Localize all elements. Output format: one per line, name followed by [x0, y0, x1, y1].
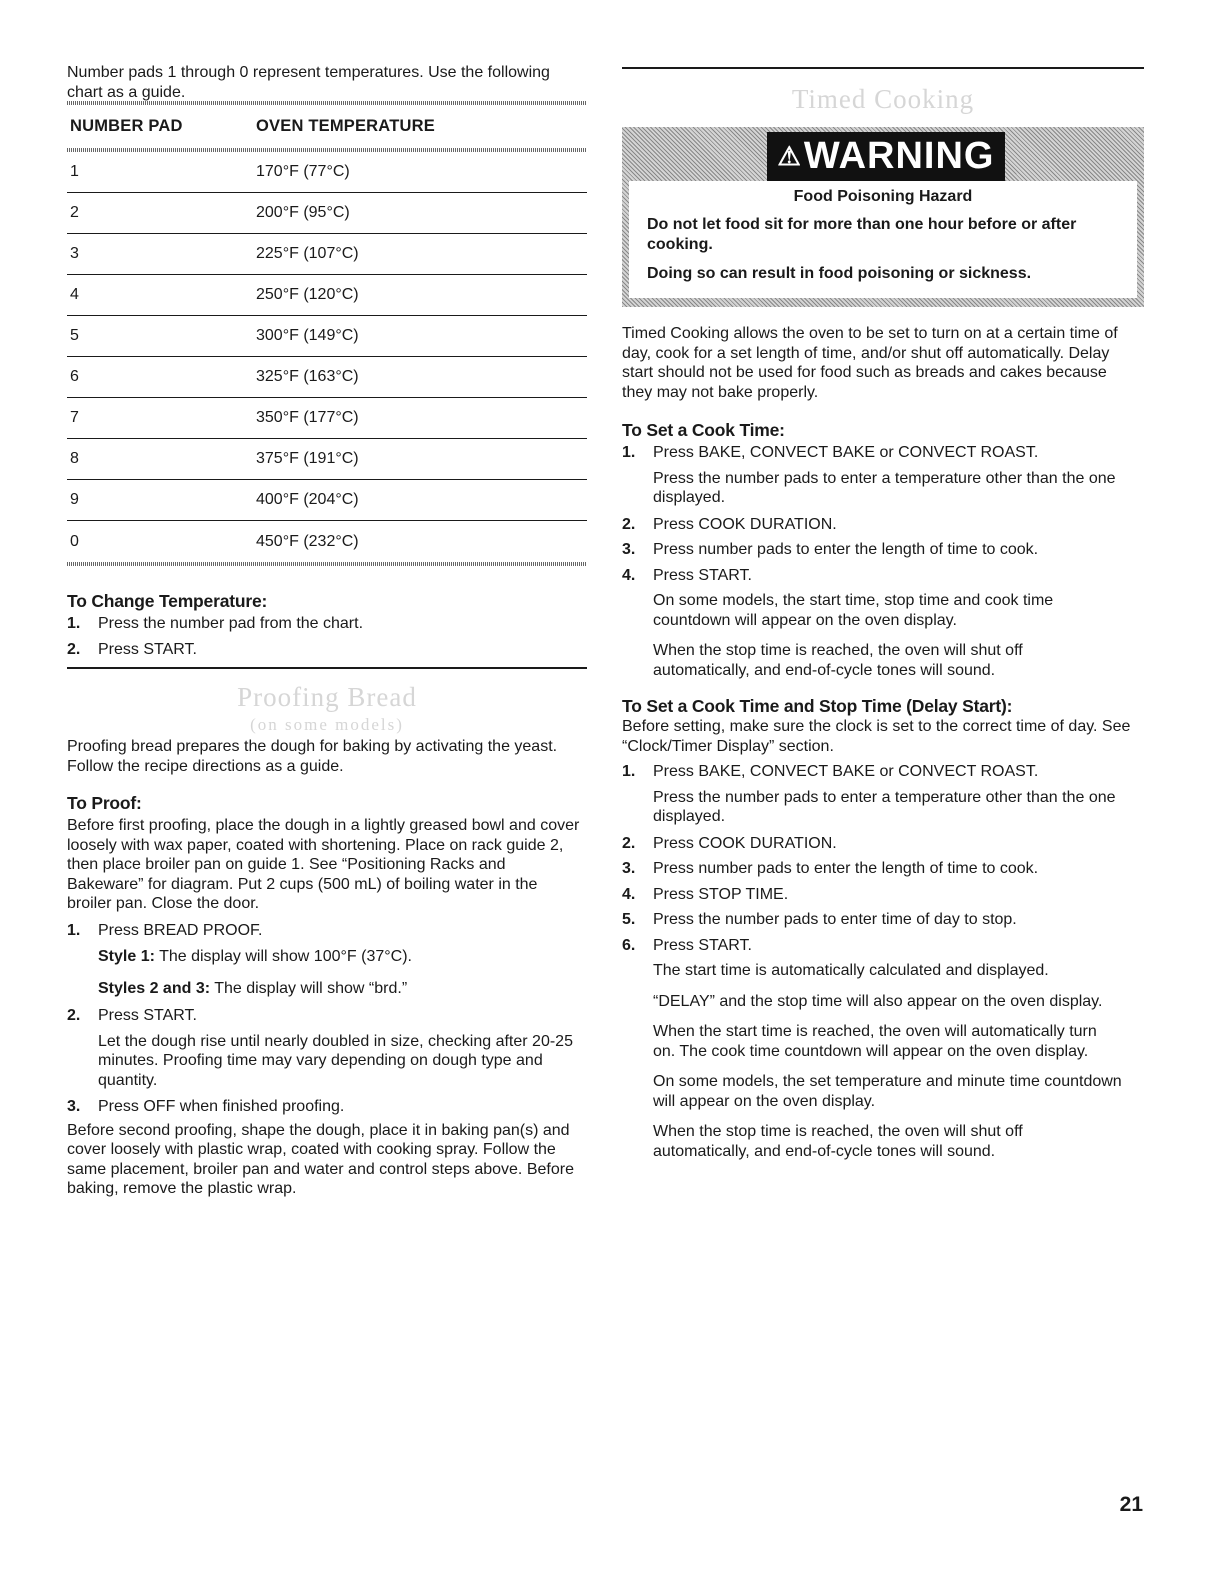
number-pad-cell: 6 [70, 368, 79, 385]
step-text: Press COOK DURATION. [653, 515, 837, 533]
number-pad-cell: 3 [70, 245, 79, 262]
table-bottom-rule [67, 562, 587, 566]
step-number: 4. [622, 885, 636, 903]
step-number: 3. [622, 860, 636, 877]
temperature-intro: Number pads 1 through 0 represent temperatures. Use the following chart as a guide. [67, 64, 550, 101]
number-pad-cell: 8 [70, 450, 79, 467]
delay-step-1-note: Press the number pads to enter a temperature other than the one displayed. [653, 788, 1116, 825]
table-header [67, 105, 587, 148]
hazard-title: Food Poisoning Hazard [793, 188, 973, 205]
table-body [67, 152, 587, 562]
page-number: 21 [1119, 1493, 1143, 1516]
step-number: 5. [622, 911, 636, 928]
table-row [67, 439, 587, 480]
table-row [67, 275, 587, 316]
change-temperature-section [67, 590, 587, 659]
temperature-cell: 300°F (149°C) [256, 327, 359, 344]
warning-box [622, 127, 1144, 307]
warning-banner [767, 132, 1005, 181]
proofing-intro: Proofing bread prepares the dough for baking by activating the yeast. Follow the recipe directions as a guide. [67, 738, 558, 775]
step-number: 3. [622, 541, 636, 558]
proof-step-1 [67, 921, 587, 941]
temperature-table [67, 101, 587, 566]
step-number: 2. [67, 640, 81, 658]
delay-step-6 [622, 936, 1144, 956]
style-1-text: The display will show 100°F (37°C). [154, 948, 412, 965]
styles-2-3-note [67, 979, 587, 999]
change-temp-step-1 [67, 614, 587, 634]
step-number: 2. [622, 515, 636, 533]
step-number: 6. [622, 936, 636, 954]
temperature-cell: 170°F (77°C) [256, 163, 350, 180]
set-cook-time-heading: To Set a Cook Time: [622, 420, 785, 440]
change-temp-step-2 [67, 640, 587, 660]
style-1-label: Style 1: [98, 948, 155, 965]
delay-step-5 [622, 910, 1144, 930]
table-row [67, 480, 587, 521]
delay-note-2: “DELAY” and the stop time will also appear on the oven display. [653, 992, 1103, 1010]
warning-banner-label: WARNING [803, 135, 995, 177]
step-number: 1. [67, 921, 81, 939]
temperature-cell: 200°F (95°C) [256, 204, 350, 221]
step-text: Press START. [98, 640, 197, 658]
cook-time-step-2 [622, 515, 1144, 535]
cook-time-step-4-note-2: When the stop time is reached, the oven will shut off automatically, and end-of-cycle tones will sound. [653, 642, 1023, 679]
delay-start-heading: To Set a Cook Time and Stop Time (Delay Start): [622, 696, 1013, 716]
temperature-cell: 325°F (163°C) [256, 368, 359, 385]
proof-step-2-note: Let the dough rise until nearly doubled in size, checking after 20-25 minutes. Proofing time may vary depending on dough type and quantity. [98, 1032, 573, 1089]
header-number-pad: NUMBER PAD [70, 117, 183, 135]
delay-note-3: When the start time is reached, the oven will automatically turn on. The cook time countdown will appear on the oven display. [653, 1023, 1097, 1060]
temperature-cell: 400°F (204°C) [256, 491, 359, 508]
delay-step-4 [622, 885, 1144, 905]
step-text: Press BAKE, CONVECT BAKE or CONVECT ROAST. [653, 444, 1039, 461]
step-text: Press number pads to enter the length of time to cook. [653, 860, 1039, 877]
proof-step-3 [67, 1097, 587, 1117]
cook-time-step-1 [622, 443, 1144, 463]
timed-cooking-intro: Timed Cooking allows the oven to be set to turn on at a certain time of day, cook for a set length of time, and/or shut off automatically. Delay start should not be used for food such as breads and cakes because they may not bake properly. [622, 325, 1118, 401]
cook-time-step-1-note: Press the number pads to enter a temperature other than the one displayed. [653, 469, 1116, 506]
cook-time-step-3 [622, 540, 1144, 560]
cook-time-step-4 [622, 566, 1144, 586]
header-oven-temperature: OVEN TEMPERATURE [256, 117, 435, 135]
step-number: 4. [622, 566, 636, 584]
step-number: 1. [622, 763, 636, 780]
delay-step-1 [622, 762, 1144, 782]
styles-2-3-label: Styles 2 and 3: [98, 979, 211, 997]
delay-note-5: When the stop time is reached, the oven will shut off automatically, and end-of-cycle tones will sound. [653, 1123, 1023, 1160]
delay-start-intro: Before setting, make sure the clock is set to the correct time of day. See “Clock/Timer Display” section. [622, 718, 1131, 755]
number-pad-cell: 1 [70, 163, 79, 180]
table-row [67, 316, 587, 357]
number-pad-cell: 4 [70, 286, 79, 303]
step-text: Press START. [653, 936, 752, 954]
delay-step-2 [622, 834, 1144, 854]
before-second-proofing: Before second proofing, shape the dough, place it in baking pan(s) and cover loosely with plastic wrap, coated with cooking spray. Follow the same placement, broiler pan and water and control steps above. Before baking, remove the plastic wrap. [67, 1121, 574, 1197]
step-text: Press START. [98, 1007, 197, 1024]
step-text: Press COOK DURATION. [653, 834, 837, 852]
warning-triangle-icon: ⚠ [777, 141, 802, 171]
step-number: 2. [622, 834, 636, 852]
before-first-proofing: Before first proofing, place the dough in a lightly greased bowl and cover loosely with wax paper, coated with shortening. Place on rack guide 2, then place broiler pan on guide 1. See “Positioning Racks and Bakeware” for diagram. Put 2 cups (500 mL) of boiling water in the broiler pan. Close the door. [67, 817, 580, 912]
delay-step-3 [622, 859, 1144, 879]
step-text: Press the number pads to enter time of day to stop. [653, 911, 1017, 928]
temperature-cell: 350°F (177°C) [256, 409, 359, 426]
delay-note-4: On some models, the set temperature and minute time countdown will appear on the oven display. [653, 1073, 1122, 1110]
step-text: Press START. [653, 566, 752, 584]
temperature-cell: 375°F (191°C) [256, 450, 359, 467]
timed-cooking-title: Timed Cooking [791, 84, 975, 114]
delay-note-1: The start time is automatically calculated and displayed. [653, 962, 1049, 979]
section-divider [67, 667, 587, 669]
table-row [67, 521, 587, 562]
step-number: 2. [67, 1007, 81, 1024]
warning-message [629, 181, 1137, 298]
number-pad-cell: 0 [70, 532, 79, 550]
section-divider [622, 67, 1144, 69]
timed-cooking-content [622, 324, 1144, 1161]
change-temperature-heading: To Change Temperature: [67, 591, 268, 611]
warning-line-1: Do not let food sit for more than one hour before or after cooking. [647, 216, 1077, 253]
number-pad-cell: 9 [70, 491, 79, 508]
temperature-cell: 250°F (120°C) [256, 286, 359, 303]
styles-2-3-text: The display will show “brd.” [210, 979, 408, 997]
step-text: Press BAKE, CONVECT BAKE or CONVECT ROAST. [653, 763, 1039, 780]
table-row [67, 234, 587, 275]
table-row [67, 193, 587, 234]
style-1-note [67, 947, 587, 967]
step-text: Press the number pad from the chart. [98, 615, 364, 632]
step-number: 1. [622, 444, 636, 461]
temperature-cell: 225°F (107°C) [256, 245, 359, 262]
table-row [67, 357, 587, 398]
number-pad-cell: 5 [70, 327, 79, 344]
step-text: Press OFF when finished proofing. [98, 1098, 345, 1115]
proofing-title: Proofing Bread [237, 682, 417, 712]
proofing-section [67, 682, 587, 1199]
proofing-subtitle: (on some models) [250, 715, 404, 734]
table-row [67, 398, 587, 439]
to-proof-heading: To Proof: [67, 793, 142, 813]
proof-step-2 [67, 1006, 587, 1026]
warning-line-2: Doing so can result in food poisoning or sickness. [647, 265, 1032, 282]
table-row [67, 152, 587, 193]
number-pad-cell: 7 [70, 409, 79, 426]
temperature-cell: 450°F (232°C) [256, 532, 359, 550]
step-text: Press STOP TIME. [653, 885, 789, 903]
step-text: Press BREAD PROOF. [98, 921, 263, 939]
cook-time-step-4-note-1: On some models, the start time, stop time and cook time countdown will appear on the oven display. [653, 592, 1054, 629]
step-number: 1. [67, 615, 81, 632]
step-number: 3. [67, 1098, 81, 1115]
number-pad-cell: 2 [70, 204, 79, 221]
step-text: Press number pads to enter the length of time to cook. [653, 541, 1039, 558]
